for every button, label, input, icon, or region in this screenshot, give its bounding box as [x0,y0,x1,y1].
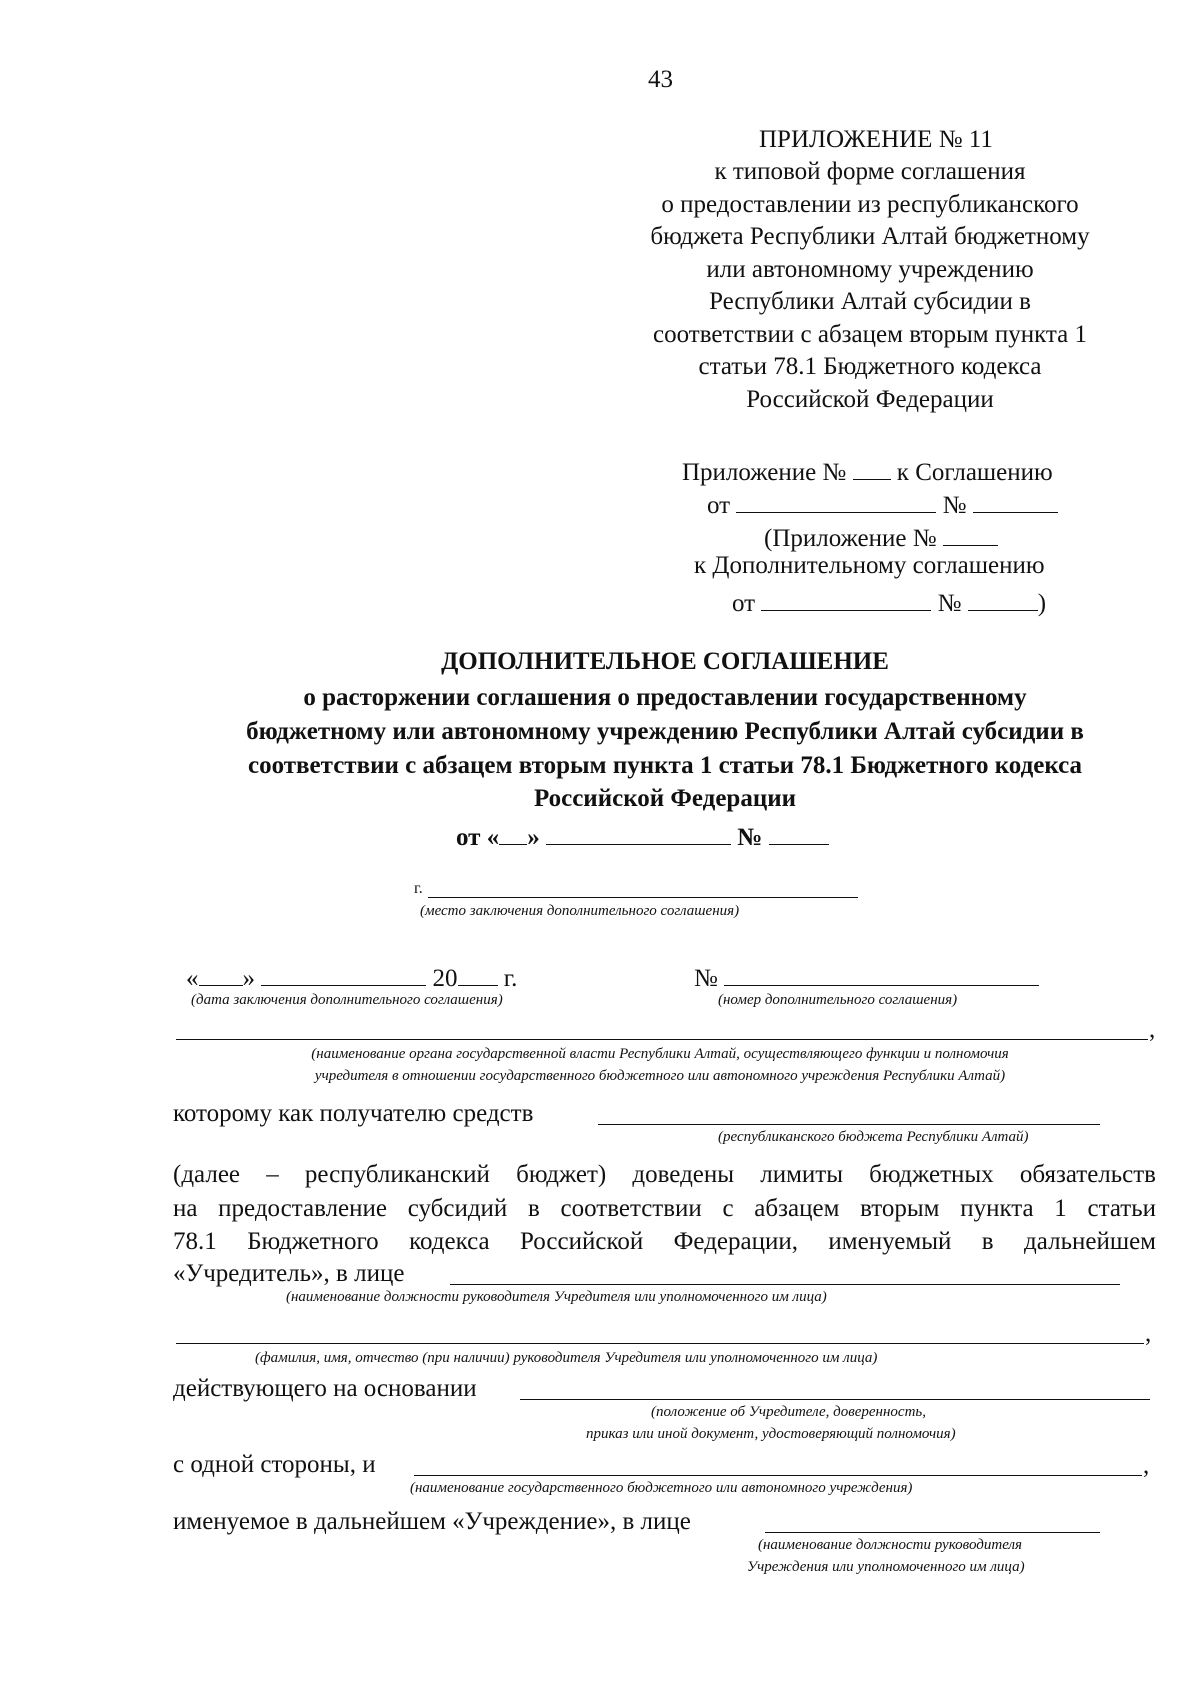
agreement-ref-line-1: Приложение № к Соглашению [682,454,1053,487]
recipient-blank[interactable] [598,1124,1100,1125]
agreement-ref-line-3: (Приложение № [764,520,998,553]
founder-fio-blank[interactable] [176,1343,1144,1344]
heading-line: соответствии с абзацем вторым пункта 1 статьи 78.1 Бюджетного кодекса [247,752,1083,779]
side-comma: , [1143,1452,1150,1479]
heading-month-blank[interactable] [546,819,731,845]
paragraph-line: (далее – республиканский бюджет) доведены лимиты бюджетных обязательств [173,1161,1156,1188]
recipient-caption: (республиканского бюджета Республики Алтай) [718,1129,1029,1145]
date-year-blank[interactable] [458,960,498,986]
acting-caption: приказ или иной документ, удостоверяющий полномочия) [586,1426,956,1442]
institution-caption: (наименование должности руководителя [758,1537,1022,1553]
founder-caption: (наименование должности руководителя Учредителя или уполномоченного им лица) [286,1289,827,1305]
acting-basis-blank[interactable] [520,1399,1150,1400]
number-caption: (номер дополнительного соглашения) [718,992,958,1008]
agreement-number-field[interactable] [724,960,1039,986]
founder-text: «Учредитель», в лице [173,1260,405,1287]
acting-text: действующего на основании [173,1375,477,1402]
additional-annex-number-blank[interactable] [943,520,998,546]
appendix-line: Российской Федерации [746,386,994,413]
appendix-line: статьи 78.1 Бюджетного кодекса [698,353,1042,380]
agreement-date-blank[interactable] [736,487,936,513]
appendix-title: ПРИЛОЖЕНИЕ № 11 [759,126,993,153]
number-row: № [694,960,1039,993]
appendix-line: Республики Алтай субсидии в [709,288,1031,315]
heading-date-line: от « » № [456,819,829,852]
paragraph-line: на предоставление субсидий в соответствии с абзацем вторым пункта 1 статьи [173,1195,1156,1222]
organ-caption: (наименование органа государственной власти Республики Алтай, осуществляющего функции и полномочия [311,1046,1009,1062]
side-caption: (наименование государственного бюджетного или автономного учреждения) [410,1480,913,1496]
date-day-blank[interactable] [199,960,243,986]
appendix-line: или автономному учреждению [706,256,1034,283]
place-caption: (место заключения дополнительного соглашения) [420,903,740,919]
institution-caption: Учреждения или уполномоченного им лица) [747,1559,1025,1575]
institution-name-blank[interactable] [414,1475,1142,1476]
fio-caption: (фамилия, имя, отчество (при наличии) руководителя Учредителя или уполномоченного им лица) [255,1350,878,1366]
heading-number-blank[interactable] [769,819,829,845]
additional-number-blank[interactable] [968,585,1038,611]
document-title: ДОПОЛНИТЕЛЬНОЕ СОГЛАШЕНИЕ [441,648,889,675]
heading-day-blank[interactable] [499,819,527,845]
date-month-blank[interactable] [261,960,426,986]
heading-line: Российской Федерации [533,785,797,812]
appendix-line: бюджета Республики Алтай бюджетному [650,223,1090,250]
date-row: « » 20 г. [186,960,517,993]
appendix-line: соответствии с абзацем вторым пункта 1 [653,321,1087,348]
annex-number-blank[interactable] [853,454,891,480]
fio-comma: , [1145,1320,1152,1347]
institution-position-blank[interactable] [765,1532,1100,1533]
appendix-line: о предоставлении из республиканского [661,191,1079,218]
organ-comma: , [1149,1016,1156,1043]
heading-line: бюджетному или автономному учреждению Республики Алтай субсидии в [246,718,1084,745]
founder-position-blank[interactable] [450,1284,1120,1285]
organ-name-blank[interactable] [176,1039,1148,1040]
side-text: с одной стороны, и [173,1451,376,1478]
acting-caption: (положение об Учредителе, доверенность, [651,1404,927,1420]
place-prefix: г. [414,880,423,897]
institution-text: именуемое в дальнейшем «Учреждение», в лице [173,1508,691,1535]
heading-line: о расторжении соглашения о предоставлении государственному [303,684,1027,711]
agreement-number-blank[interactable] [973,487,1058,513]
date-caption: (дата заключения дополнительного соглашения) [191,992,503,1008]
paragraph-line: 78.1 Бюджетного кодекса Российской Федерации, именуемый в дальнейшем [173,1228,1156,1255]
additional-date-blank[interactable] [761,585,931,611]
agreement-ref-line-5: от № ) [732,585,1046,618]
agreement-ref-line-2: от № [707,487,1058,520]
agreement-ref-line-4: к Дополнительному соглашению [694,552,1045,579]
recipient-text: которому как получателю средств [173,1100,534,1127]
appendix-line: к типовой форме соглашения [714,158,1026,185]
page-number: 43 [648,66,673,93]
place-blank[interactable] [428,897,858,898]
organ-caption: учредителя в отношении государственного бюджетного или автономного учреждения Республики Алтай) [314,1068,1006,1084]
